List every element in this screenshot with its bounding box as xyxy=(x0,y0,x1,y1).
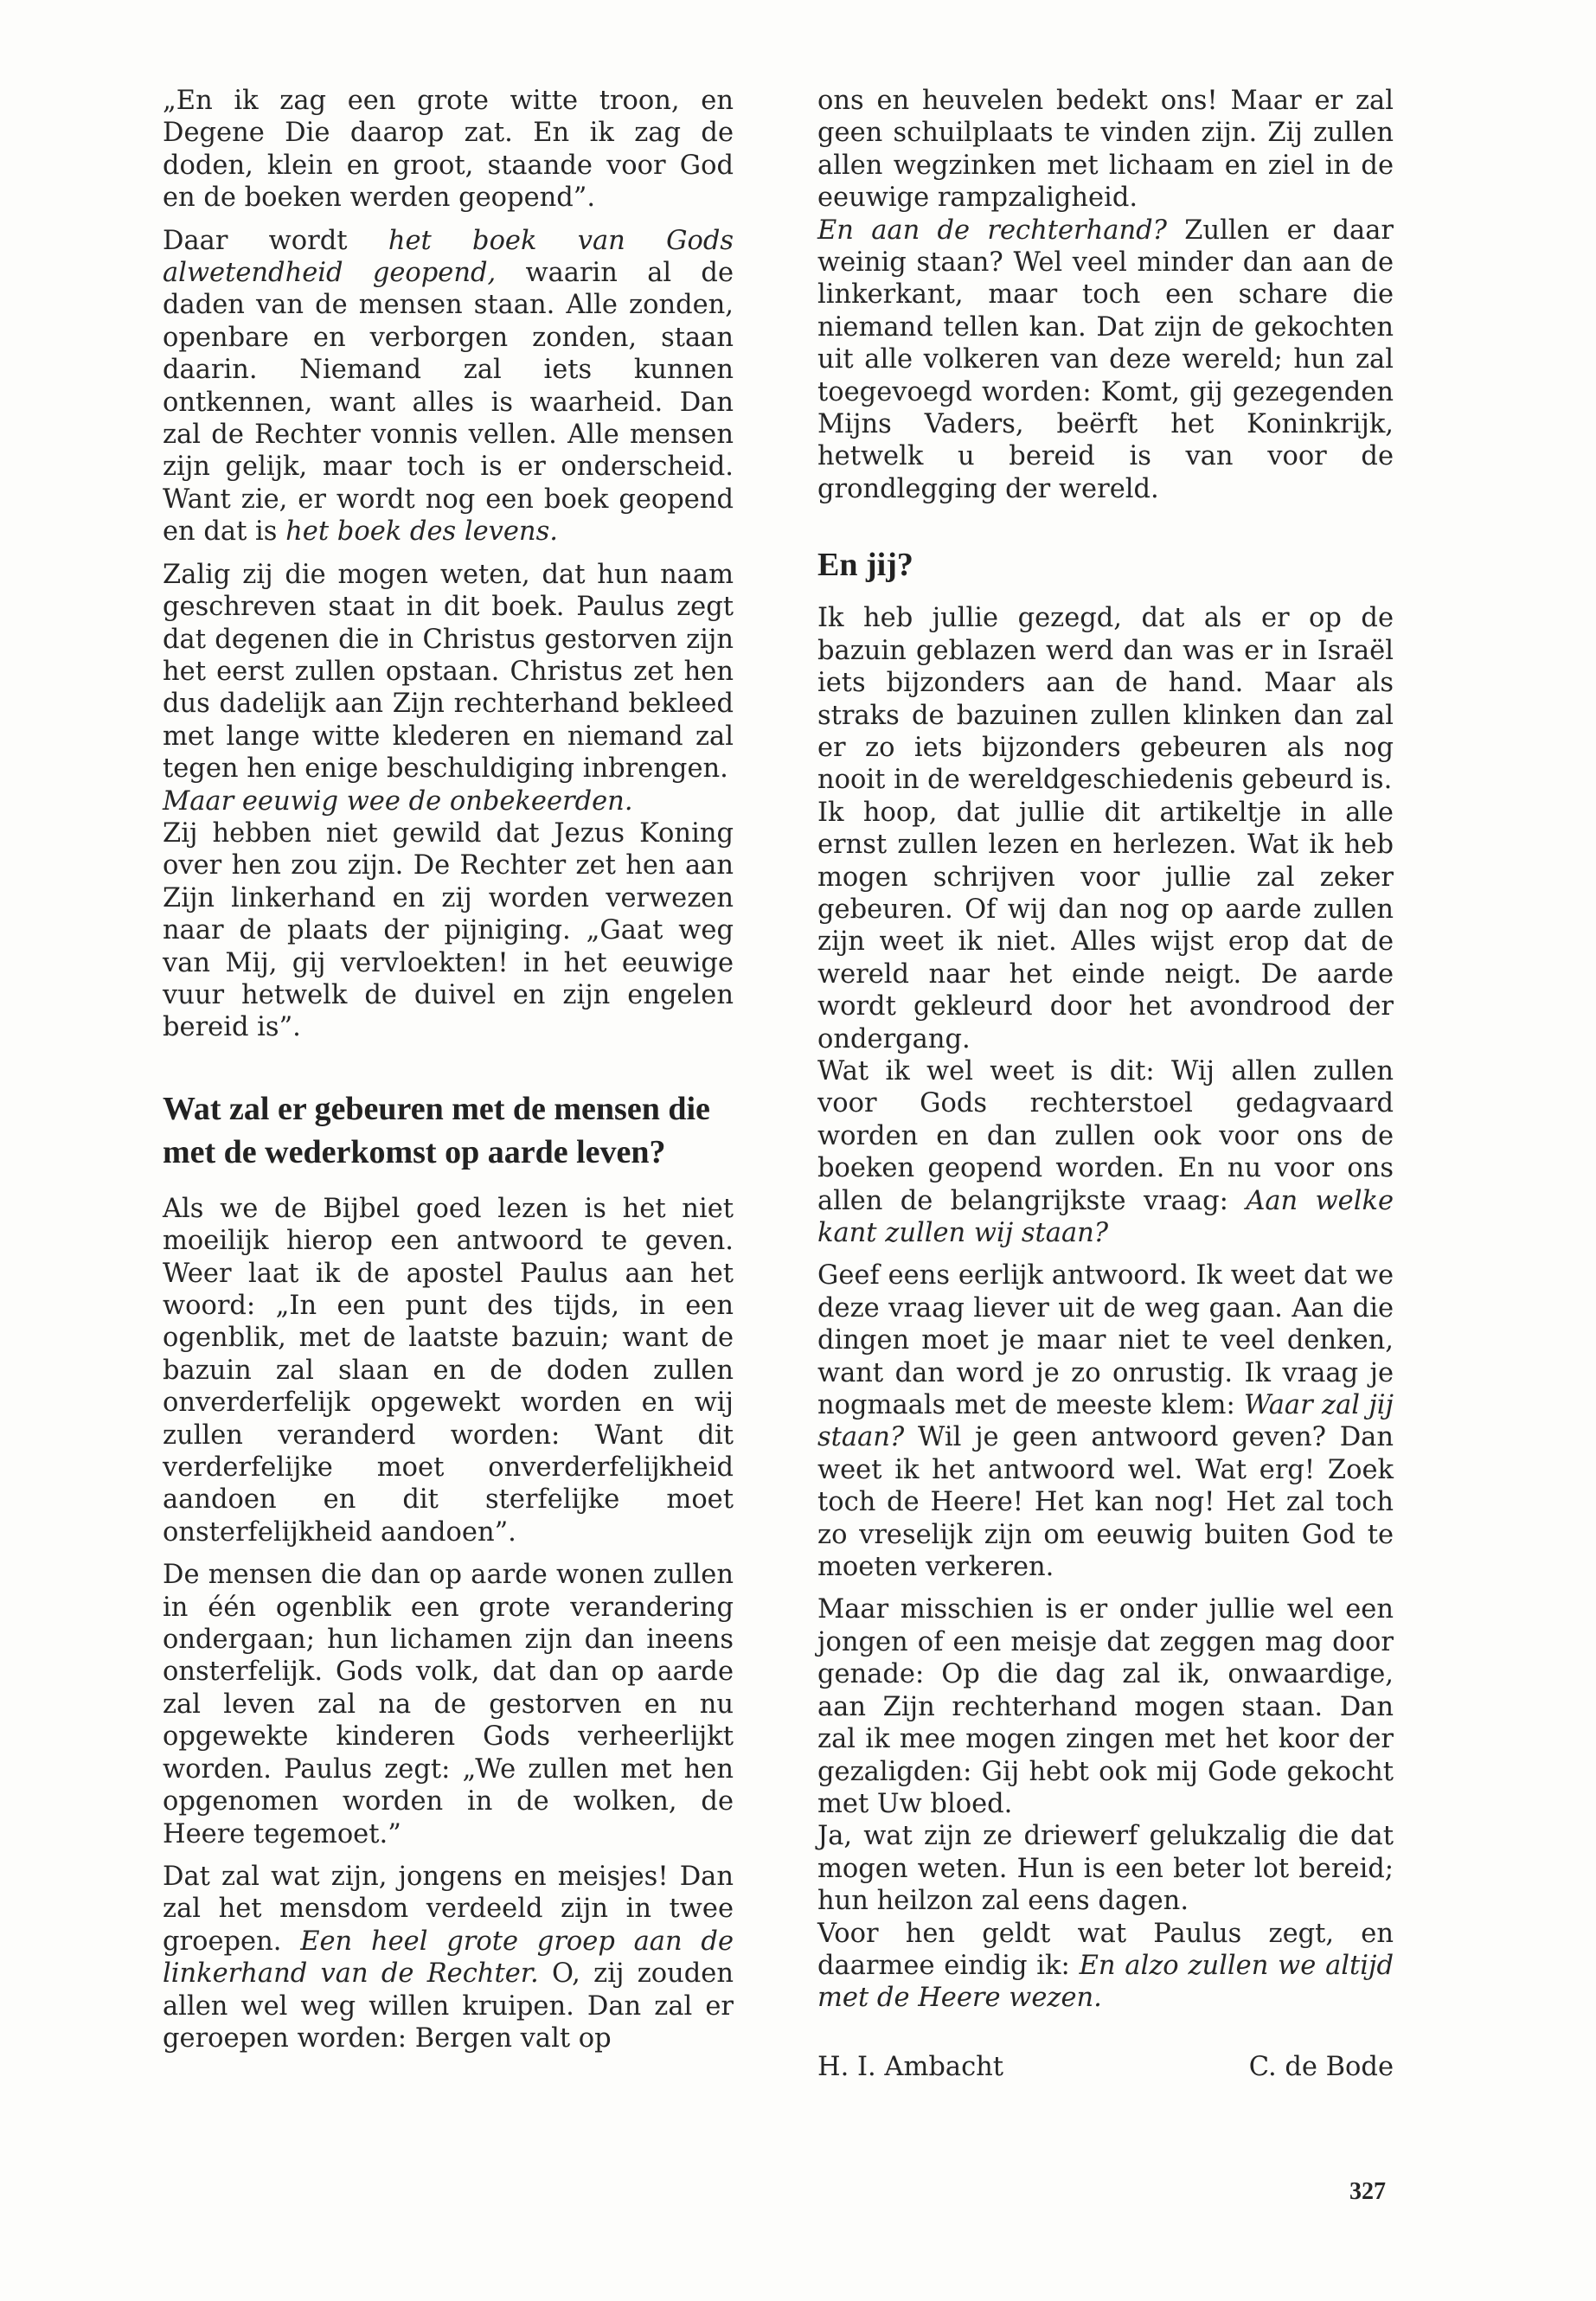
section-heading: En jij? xyxy=(817,547,913,584)
paragraph: Zalig zij die mogen weten, dat hun naam geschreven staat in dit boek. Paulus zegt dat degenen die in Christus gestorven zijn het eerst zullen opstaan. Christus zet hen dus dadelijk aan Zijn rechterhand bekleed met lange witte klederen en niemand zal tegen hen enige beschuldiging inbrengen. xyxy=(163,559,734,785)
paragraph: En aan de rechterhand? Zullen er daar weinig staan? Wel veel minder dan aan de linkerkant, maar toch een schare die niemand tellen kan. Dat zijn de gekochten uit alle volkeren van deze wereld; hun zal toegevoegd worden: Komt, gij gezegenden Mijns Vaders, beërft het Koninkrijk, hetwelk u bereid is van voor de grondlegging der wereld. xyxy=(817,215,1394,504)
paragraph: ons en heuvelen bedekt ons! Maar er zal geen schuilplaats te vinden zijn. Zij zullen allen wegzinken met lichaam en ziel in de eeuwige rampzaligheid. xyxy=(817,86,1394,214)
paragraph: Wat ik wel weet is dit: Wij allen zullen voor Gods rechterstoel gedagvaard worden en dan zullen ook voor ons de boeken geopend worden. En nu voor ons allen de belangrijkste vraag: Aan welke kant zullen wij staan? xyxy=(817,1055,1394,1248)
paragraph: Maar misschien is er onder jullie wel een jongen of een meisje dat zeggen mag door genade: Op die dag zal ik, onwaardige, aan Zijn rechterhand mogen staan. Dan zal ik mee mogen zingen met het koor der gezaligden: Gij hebt ook mij Gode gekocht met Uw bloed. xyxy=(817,1594,1394,1819)
paragraph: Ja, wat zijn ze driewerf gelukzalig die dat mogen weten. Hun is een beter lot bereid; hun heilzon zal eens dagen. xyxy=(817,1821,1394,1917)
place-name: H. I. Ambacht xyxy=(817,2051,1004,2082)
page-number: 327 xyxy=(1349,2178,1386,2205)
paragraph: De mensen die dan op aarde wonen zullen in één ogenblik een grote verandering ondergaan; hun lichamen zijn dan ineens onsterfelijk. Gods volk, dat dan op aarde zal leven zal na de gestorven en nu opgewekte kinderen Gods verheerlijkt worden. Paulus zegt: „We zullen met hen opgenomen worden in de wolken, de Heere tegemoet.” xyxy=(163,1560,734,1849)
paragraph: Dat zal wat zijn, jongens en meisjes! Dan zal het mensdom verdeeld zijn in twee groepen. Een heel grote groep aan de linkerhand van de Rechter. O, zij zouden allen wel weg willen kruipen. Dan zal er geroepen worden: Bergen valt op xyxy=(163,1861,734,2054)
signature-line xyxy=(817,2051,1394,2083)
paragraph: Daar wordt het boek van Gods alwetendheid geopend, waarin al de daden van de mensen staan. Alle zonden, openbare en verborgen zonden, staan daarin. Niemand zal iets kunnen ontkennen, want alles is waarheid. Dan zal de Rechter vonnis vellen. Alle mensen zijn gelijk, maar toch is er onderscheid. Want zie, er wordt nog een boek geopend en dat is het boek des levens. xyxy=(163,225,734,548)
paragraph: Ik hoop, dat jullie dit artikeltje in alle ernst zullen lezen en herlezen. Wat ik heb mogen schrijven voor jullie zal zeker gebeuren. Of wij dan nog op aarde zullen zijn weet ik niet. Alles wijst erop dat de wereld naar het einde neigt. De aarde wordt gekleurd door het avondrood der ondergang. xyxy=(817,797,1394,1054)
paragraph: Geef eens eerlijk antwoord. Ik weet dat we deze vraag liever uit de weg gaan. Aan die dingen moet je maar niet te veel denken, want dan word je zo onrustig. Ik vraag je nogmaals met de meeste klem: Waar zal jij staan? Wil je geen antwoord geven? Dan weet ik het antwoord wel. Wat erg! Zoek toch de Heere! Het kan nog! Het zal toch zo vreselijk zijn om eeuwig buiten God te moeten verkeren. xyxy=(817,1260,1394,1583)
section-heading: Wat zal er gebeuren met de mensen die met de wederkomst op aarde leven? xyxy=(163,1090,710,1170)
author-name: C. de Bode xyxy=(1248,2051,1394,2082)
left-column xyxy=(163,85,734,2065)
paragraph: „En ik zag een grote witte troon, en Degene Die daarop zat. En ik zag de doden, klein en groot, staande voor God en de boeken werden geopend”. xyxy=(163,86,734,214)
paragraph: Ik heb jullie gezegd, dat als er op de bazuin geblazen werd dan was er in Israël iets bijzonders aan de hand. Maar als straks de bazuinen zullen klinken dan zal er zo iets bijzonders gebeuren als nog nooit in de wereldgeschiedenis gebeurd is. xyxy=(817,603,1394,796)
paragraph: Als we de Bijbel goed lezen is het niet moeilijk hierop een antwoord te geven. Weer laat ik de apostel Paulus aan het woord: „In een punt des tijds, in een ogenblik, met de laatste bazuin; want de bazuin zal slaan en de doden zullen onverderfelijk opgewekt worden en wij zullen veranderd worden: Want dit verderfelijke moet onverderfelijkheid aandoen en dit sterfelijke moet onsterfelijkheid aandoen”. xyxy=(163,1193,734,1548)
right-column xyxy=(817,85,1394,2083)
paragraph: Voor hen geldt wat Paulus zegt, en daarmee eindig ik: En alzo zullen we altijd met de Heere wezen. xyxy=(817,1918,1394,2014)
paragraph-italic: Maar eeuwig wee de onbekeerden. xyxy=(163,785,633,817)
paragraph: Zij hebben niet gewild dat Jezus Koning over hen zou zijn. De Rechter zet hen aan Zijn linkerhand en zij worden verwezen naar de plaats der pijniging. „Gaat weg van Mij, gij vervloekten! in het eeuwige vuur hetwelk de duivel en zijn engelen bereid is”. xyxy=(163,817,734,1043)
